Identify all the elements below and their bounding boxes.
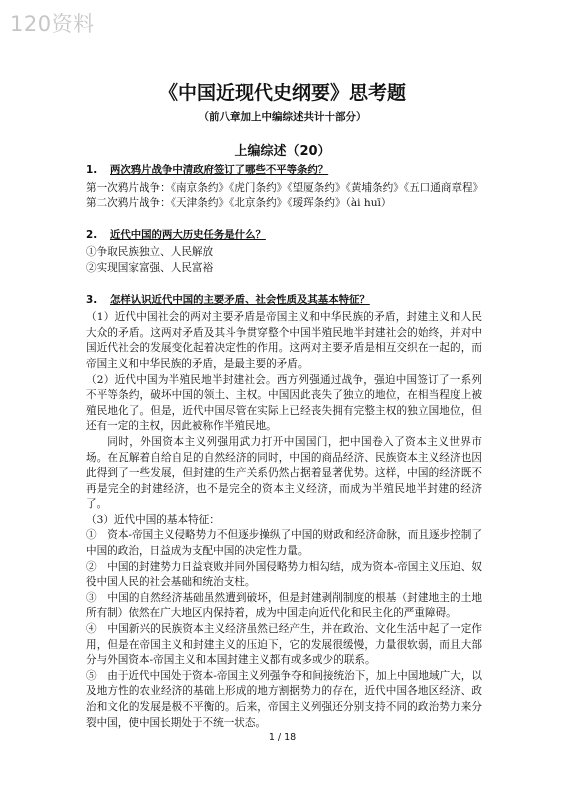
page-subtitle: （前八章加上中编综述共计十部分） <box>198 111 367 123</box>
answer-list-item: ① 资本-帝国主义侵略势力不但逐步操纵了中国的财政和经济命脉，而且逐步控制了中国的政治，日益成为支配中国的决定性力量。 <box>86 529 482 558</box>
content-body <box>86 163 482 731</box>
answer-paragraph: （3）近代中国的基本特征： <box>86 513 220 526</box>
question-number: 2. <box>86 228 98 241</box>
question-number: 1. <box>86 164 98 176</box>
answer-line: 第二次鸦片战争：《天津条约》《北京条约》《瑷珲条约》（ài huī） <box>86 197 392 210</box>
question-text: 两次鸦片战争中清政府签订了哪些不平等条约？ <box>110 164 329 176</box>
answer-line: ①争取民族独立、人民解放 <box>86 246 214 259</box>
answer-list-item: ② 中国的封建势力日益衰败并同外国侵略势力相勾结，成为资本-帝国主义压迫、奴役中国人民的社会基础和统治支柱。 <box>86 560 482 589</box>
question-text: 近代中国的两大历史任务是什么？ <box>110 228 266 241</box>
answer-paragraph: （1）近代中国社会的两对主要矛盾是帝国主义和中华民族的矛盾，封建主义和人民大众的矛盾。这两对矛盾及其斗争贯穿整个中国半殖民地半封建社会的始终，并对中国近代社会的发展变化起着决定性的作用。这两对主要矛盾是相互交织在一起的，而帝国主义和中华民族的矛盾，是最主要的矛盾。 <box>86 311 482 370</box>
question-number: 3. <box>86 293 98 306</box>
section-title: 上编综述（20） <box>234 144 331 159</box>
answer-list-item: ④ 中国新兴的民族资本主义经济虽然已经产生，并在政治、文化生活中起了一定作用，但是在帝国主义和封建主义的压迫下，它的发展很缓慢，力量很软弱，而且大部分与外国资本-帝国主义和本国封建主义都有或多或少的联系。 <box>86 623 482 667</box>
question-text: 怎样认识近代中国的主要矛盾、社会性质及其基本特征？ <box>110 293 370 306</box>
answer-paragraph: 同时，外国资本主义列强用武力打开中国国门，把中国卷入了资本主义世界市场。在瓦解着自给自足的自然经济的同时，中国的商品经济、民族资本主义经济也因此得到了一些发展，但封建的生产关系仍然占据着显著优势。这样，中国的经济既不再是完全的封建经济，也不是完全的资本主义经济，而成为半殖民地半封建的经济了。 <box>86 435 482 511</box>
answer-line: 第一次鸦片战争：《南京条约》《虎门条约》《望厦条约》《黄埔条约》《五口通商章程》 <box>86 181 484 194</box>
answer-list-item: ⑤ 由于近代中国处于资本-帝国主义列强争夺和间接统治下，加上中国地域广大，以及地方性的农业经济的基础上形成的地方割据势力的存在，近代中国各地区经济、政治和文化的发展是极不平衡的。后来，帝国主义列强还分别支持不同的政治势力来分裂中国，使中国长期处于不统一状态。 <box>86 669 482 729</box>
page-title: 《中国近现代史纲要》思考题 <box>158 82 406 104</box>
question-1 <box>86 163 482 179</box>
answer-list-item: ③ 中国的自然经济基础虽然遭到破坏，但是封建剥削制度的根基（封建地主的土地所有制）依然在广大地区内保持着，成为中国走向近代化和民主化的严重障碍。 <box>86 591 482 620</box>
page-number: 1 / 18 <box>268 732 297 743</box>
question-3 <box>86 293 482 309</box>
question-2 <box>86 228 482 244</box>
answer-line: ②实现国家富强、人民富裕 <box>86 261 214 274</box>
watermark-text: 120资料 <box>10 12 95 36</box>
answer-paragraph: （2）近代中国为半殖民地半封建社会。西方列强通过战争，强迫中国签订了一系列不平等条约，破坏中国的领土、主权。中国因此丧失了独立的地位，在相当程度上被殖民地化了。但是，近代中国尽管在实际上已经丧失拥有完整主权的独立国地位，但还有一定的主权，因此被称作半殖民地。 <box>86 373 482 433</box>
